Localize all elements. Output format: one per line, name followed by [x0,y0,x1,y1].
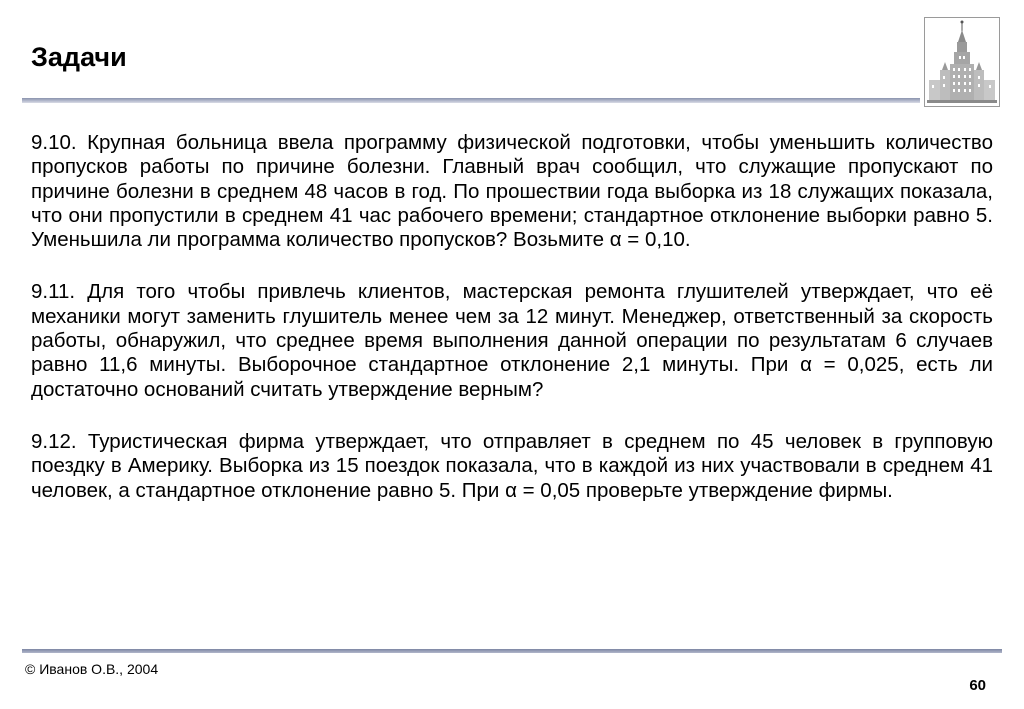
footer-divider [22,649,1002,653]
university-building-icon [924,17,1000,107]
copyright-notice: © Иванов О.В., 2004 [25,661,159,677]
problem-9-11: 9.11. Для того чтобы привлечь клиентов, мастерская ремонта глушителей утверждает, что её механики могут заменить глушитель менее чем за 12 минут. Менеджер, ответственный за скорость работы, обнаружил, что среднее время выполнения данной операции по результатам 6 случаев равно 11,6 минуты. Выборочное стандартное отклонение 2,1 минуты. При α = 0,025, есть ли достаточно оснований считать утверждение верным? [31,280,993,401]
problem-9-10: 9.10. Крупная больница ввела программу физической подготовки, чтобы уменьшить количество пропусков работы по причине болезни. Главный врач сообщил, что служащие пропускают по причине болезни в среднем 48 часов в год. По прошествии года выборка из 18 служащих показала, что они пропустили в среднем 41 час рабочего времени; стандартное отклонение выборки равно 5. Уменьшила ли программа количество пропусков? Возьмите α = 0,10. [31,131,993,252]
page-number: 60 [969,677,986,694]
problem-9-12: 9.12. Туристическая фирма утверждает, что отправляет в среднем по 45 человек в групповую поездку в Америку. Выборка из 15 поездок показала, что в каждой из них участвовали в среднем 41 человек, а стандартное отклонение равно 5. При α = 0,05 проверьте утверждение фирмы. [31,429,993,502]
title-divider [22,98,920,103]
problems-list [31,131,993,531]
slide-title: Задачи [31,42,127,72]
